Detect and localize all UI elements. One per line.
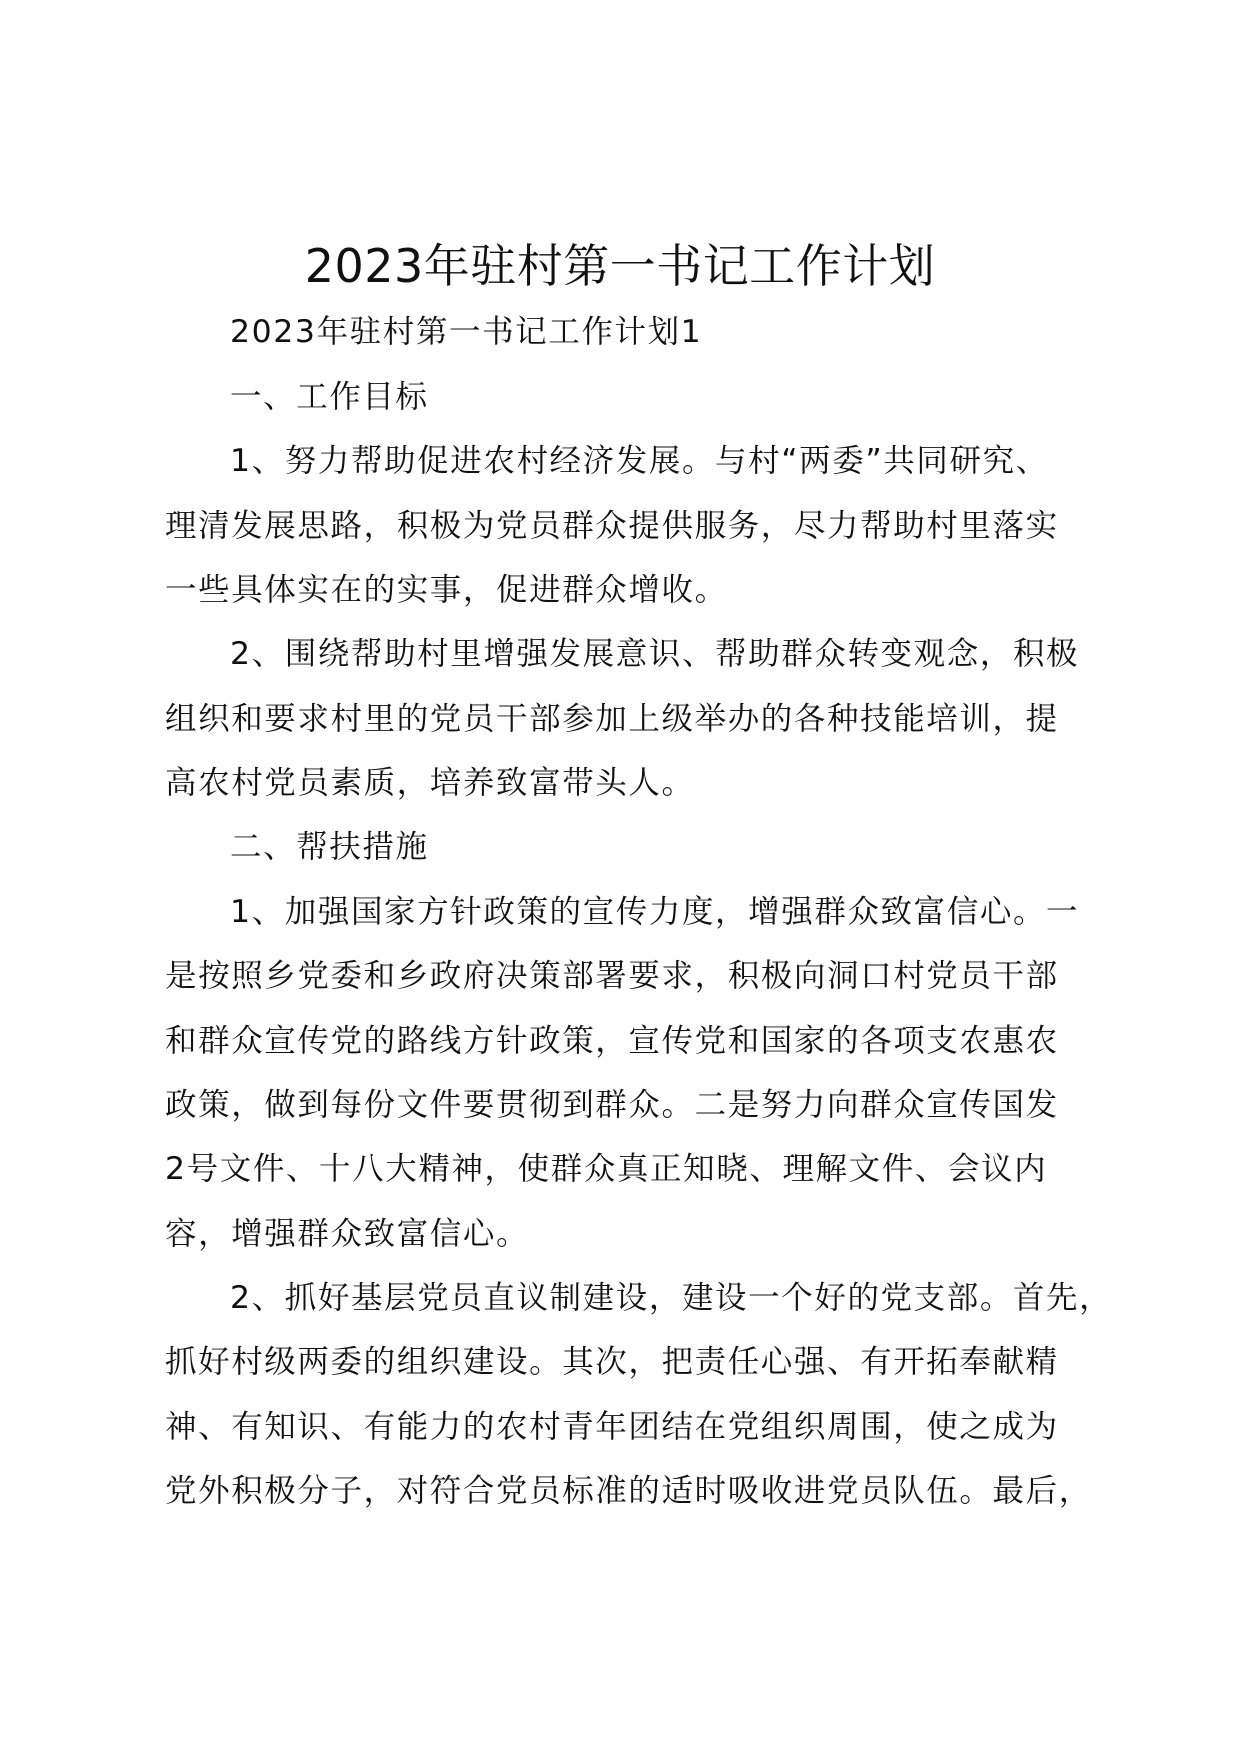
paragraph-line: 党外积极分子，对符合党员标准的适时吸收进党员队伍。最后， — [165, 1473, 1092, 1509]
paragraph-line: 2、围绕帮助村里增强发展意识、帮助群众转变观念，积极 — [230, 636, 1080, 672]
paragraph-line: 理清发展思路，积极为党员群众提供服务，尽力帮助村里落实 — [165, 508, 1059, 544]
paragraph-line: 1、努力帮助促进农村经济发展。与村“两委”共同研究、 — [230, 443, 1049, 479]
subtitle-line: 2023年驻村第一书记工作计划1 — [230, 314, 703, 350]
paragraph-line: 是按照乡党委和乡政府决策部署要求，积极向洞口村党员干部 — [165, 958, 1059, 994]
document-title: 2023年驻村第一书记工作计划 — [304, 239, 936, 293]
section-heading: 一、工作目标 — [230, 379, 429, 415]
section-heading: 二、帮扶措施 — [230, 829, 429, 865]
paragraph-line: 和群众宣传党的路线方针政策，宣传党和国家的各项支农惠农 — [165, 1023, 1059, 1059]
paragraph-line: 容，增强群众致富信心。 — [165, 1216, 530, 1252]
paragraph-line: 一些具体实在的实事，促进群众增收。 — [165, 572, 728, 608]
paragraph-line: 1、加强国家方针政策的宣传力度，增强群众致富信心。一 — [230, 894, 1080, 930]
paragraph-line: 2号文件、十八大精神，使群众真正知晓、理解文件、会议内 — [165, 1151, 1048, 1187]
paragraph-line: 2、抓好基层党员直议制建设，建设一个好的党支部。首先， — [230, 1280, 1113, 1316]
paragraph-line: 神、有知识、有能力的农村青年团结在党组织周围，使之成为 — [165, 1409, 1059, 1445]
paragraph-line: 政策，做到每份文件要贯彻到群众。二是努力向群众宣传国发 — [165, 1087, 1059, 1123]
paragraph-line: 抓好村级两委的组织建设。其次，把责任心强、有开拓奉献精 — [165, 1344, 1059, 1380]
paragraph-line: 高农村党员素质，培养致富带头人。 — [165, 765, 695, 801]
paragraph-line: 组织和要求村里的党员干部参加上级举办的各种技能培训，提 — [165, 701, 1059, 737]
